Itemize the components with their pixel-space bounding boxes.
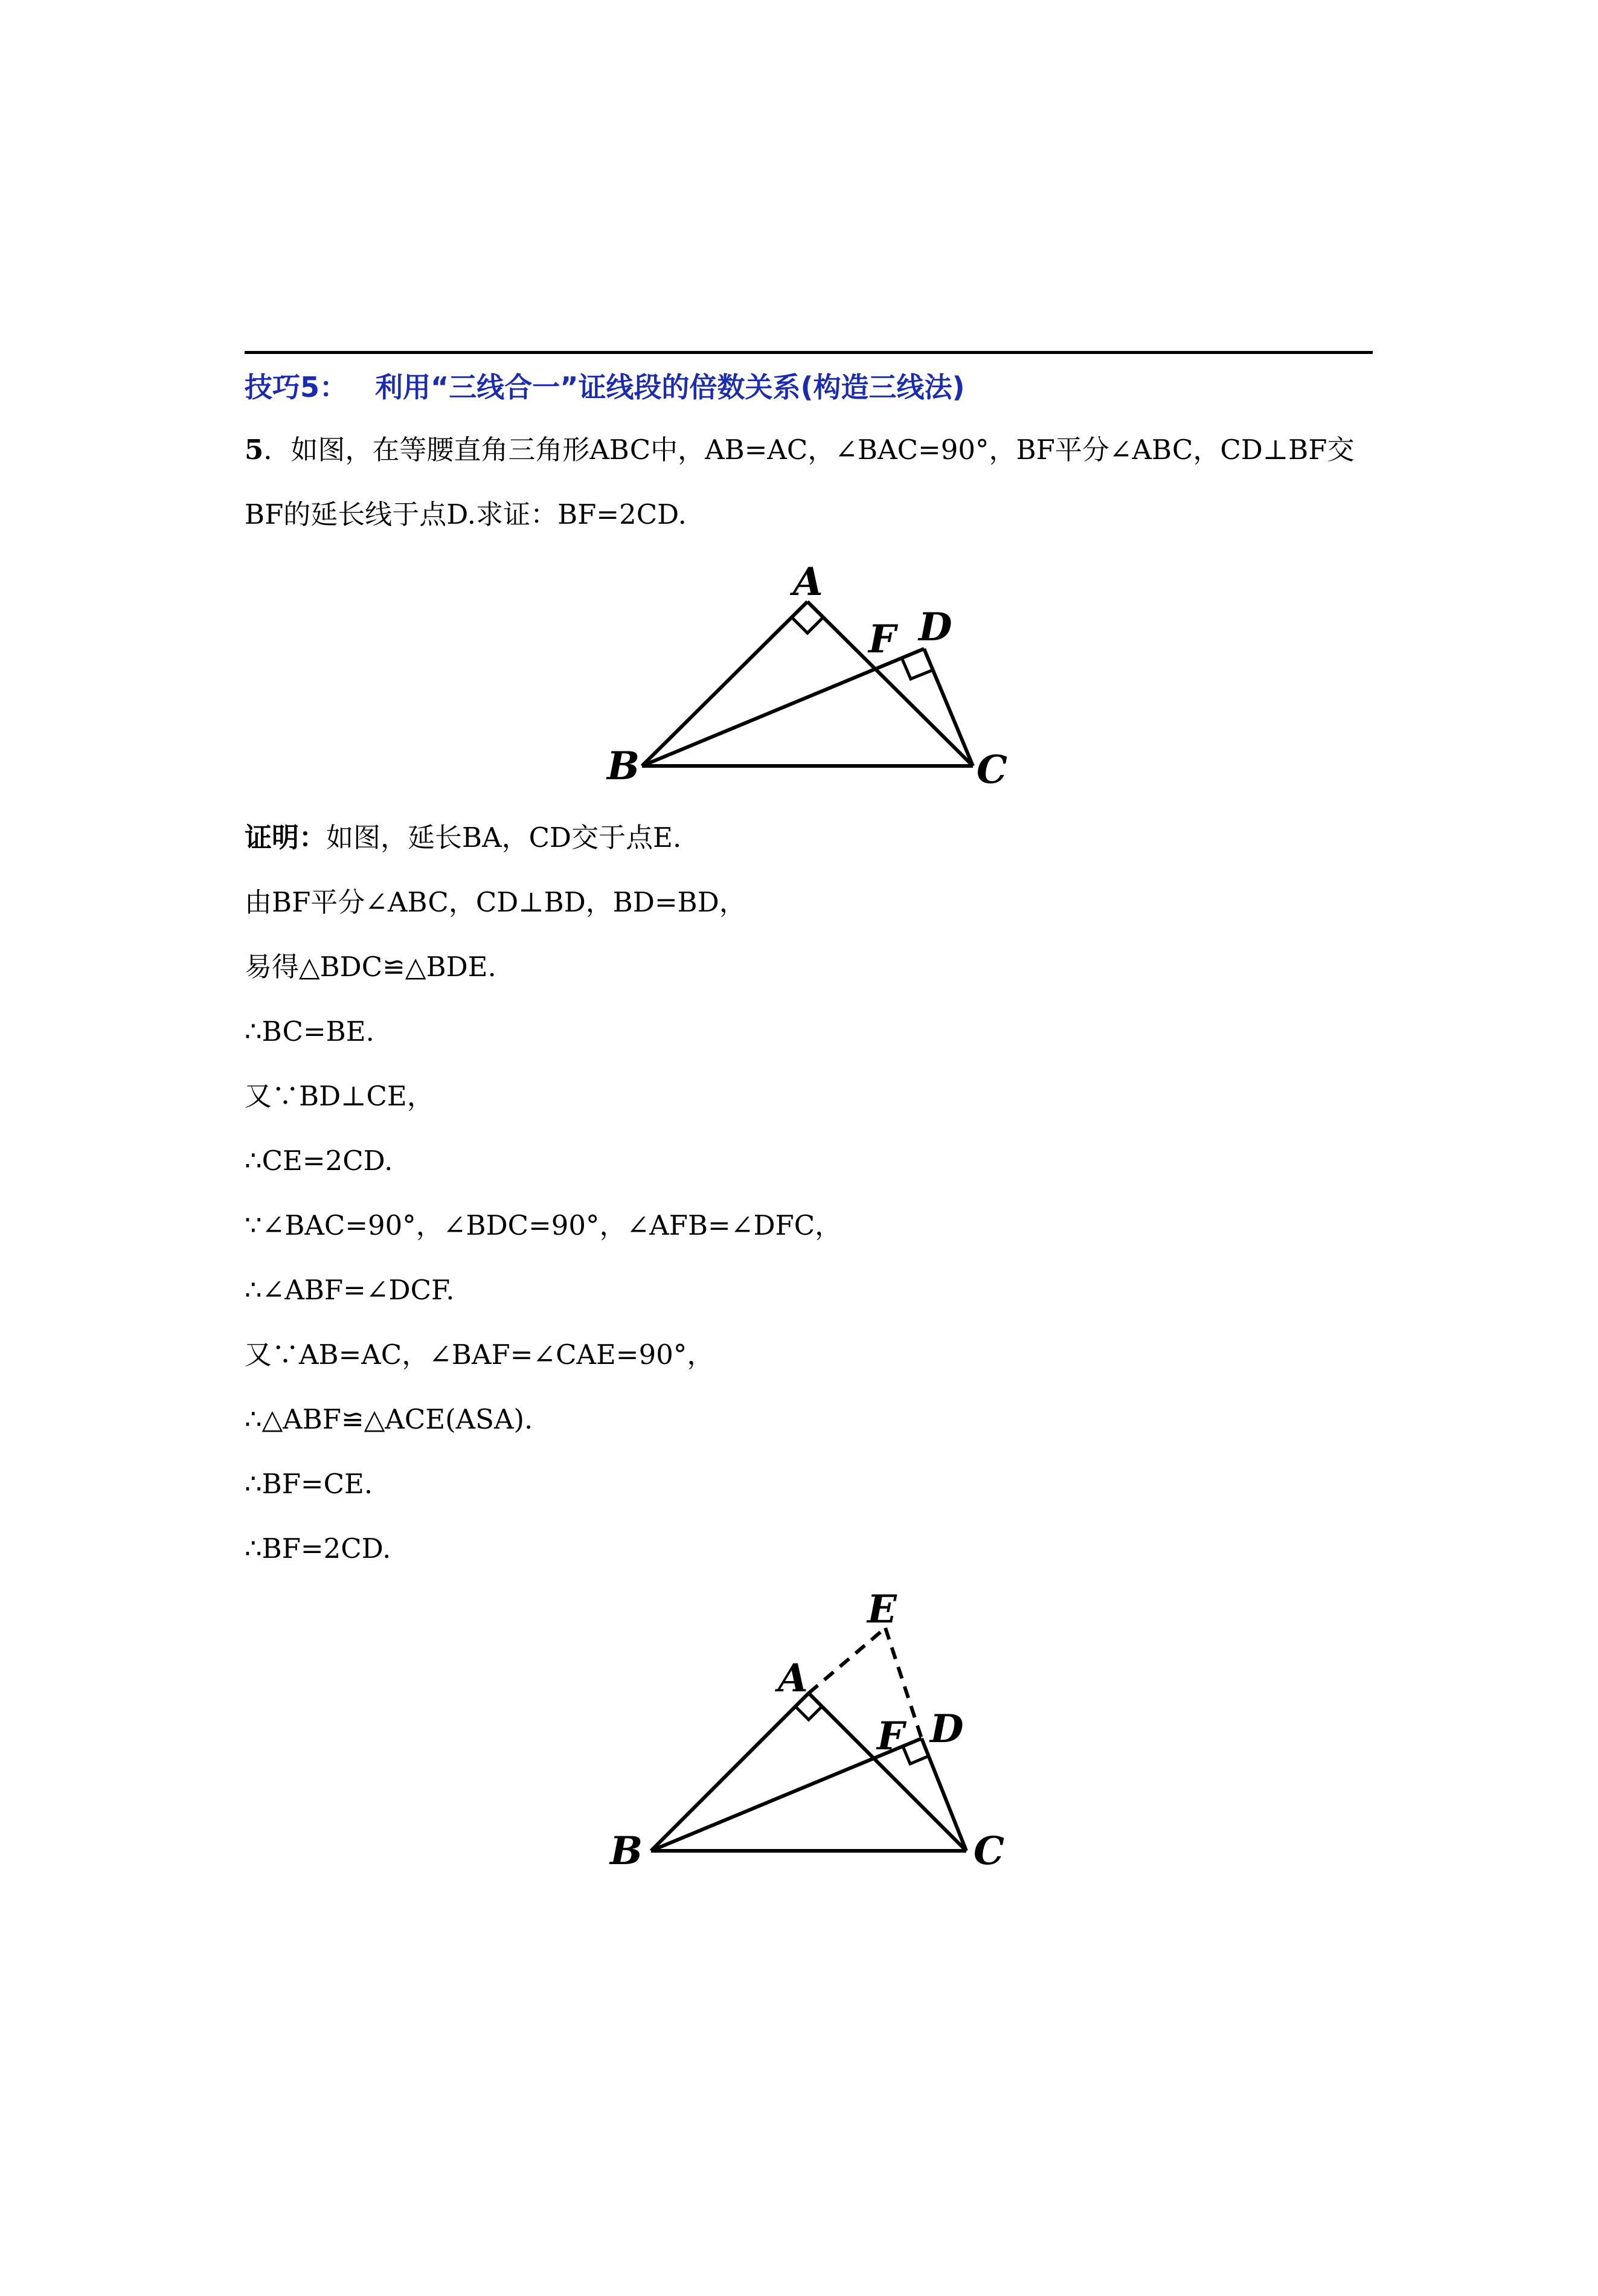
label-F: F [877, 1714, 905, 1759]
proof-step: ∴△ABF≌△ACE(ASA). [245, 1403, 533, 1435]
label-D: D [919, 605, 952, 650]
proof-step: ∵∠BAC=90°，∠BDC=90°，∠AFB=∠DFC， [245, 1209, 842, 1241]
proof-step: 易得△BDC≌△BDE. [245, 951, 496, 983]
problem-number: 5 [245, 434, 264, 466]
label-C: C [977, 747, 1007, 793]
label-C: C [974, 1828, 1004, 1874]
heading-title: 利用“三线合一”证线段的倍数关系(构造三线法) [375, 371, 965, 404]
right-angle-mark-A [795, 1706, 822, 1720]
proof-step: ∴∠ABF=∠DCF. [245, 1274, 455, 1306]
proof-step: ∴BF=2CD. [245, 1532, 391, 1564]
problem-text-1: ．如图，在等腰直角三角形ABC中，AB=AC，∠BAC=90°，BF平分∠ABC，CD⊥BF交 [263, 434, 1355, 466]
proof-intro: 如图，延长BA，CD交于点E. [326, 822, 682, 854]
proof-step: 由BF平分∠ABC，CD⊥BD，BD=BD， [245, 886, 746, 918]
problem-text-2: BF的延长线于点D.求证：BF=2CD. [245, 498, 687, 530]
label-B: B [610, 1828, 643, 1874]
label-E: E [867, 1587, 897, 1632]
segment-BA [651, 1693, 809, 1851]
label-A: A [778, 1656, 808, 1701]
proof-step: ∴CE=2CD. [245, 1145, 393, 1177]
proof-step: ∴BF=CE. [245, 1468, 373, 1500]
proof-step: 又∵AB=AC，∠BAF=∠CAE=90°， [245, 1339, 714, 1371]
label-B: B [607, 744, 640, 789]
label-A: A [793, 559, 823, 605]
label-D: D [930, 1706, 964, 1752]
label-F: F [868, 617, 896, 662]
dashed-AE [809, 1628, 885, 1693]
proof-step: 又∵BD⊥CE， [245, 1080, 434, 1112]
heading-tag: 技巧5： [245, 371, 348, 404]
proof-label: 证明： [245, 822, 327, 854]
proof-step: ∴BC=BE. [245, 1015, 374, 1047]
